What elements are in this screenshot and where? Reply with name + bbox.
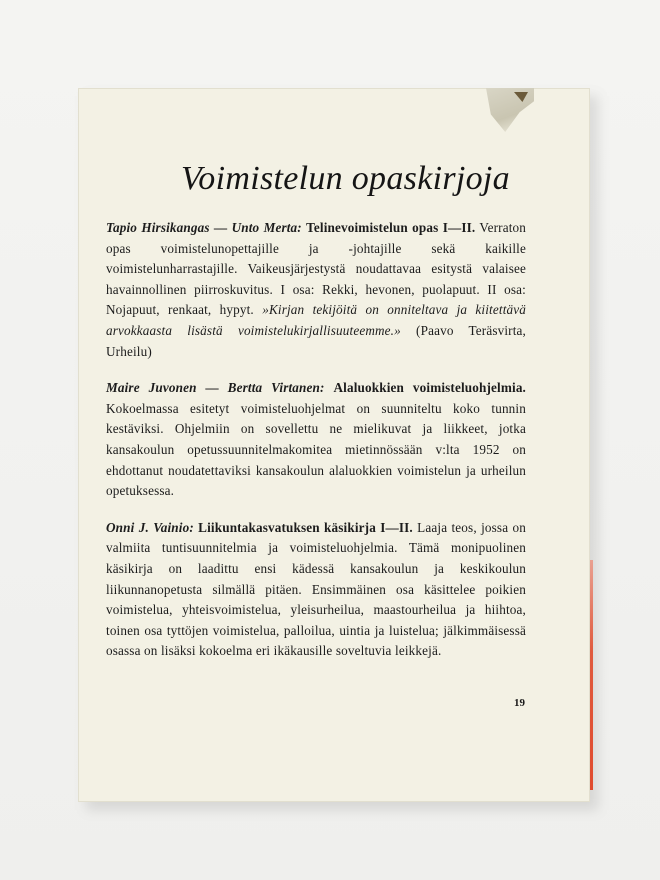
book-entry-2 [106,378,526,502]
entry-quote-source: (Paavo Teräsvirta, Urheilu) [106,322,526,359]
entry-description: Kokoelmassa esitetyt voimisteluohjelmat on suunniteltu koko tunnin kestäviksi. Ohjelmiin on sovellettu ne mielikuvat ja liikkeet, jotka kansakoulun opetussuunnitelmakomitea mietinnössään v:lta 1952 on ehdottanut noudatettaviksi kansakoulun alaluokkien voimistelun ja urheilun opetuksessa. [106,400,526,499]
entry-description: Verraton opas voimistelunopettajille ja -johtajille sekä kaikille voimistelunharrastajille. Vaikeusjärjestystä noudattavaa esitystä valaisee havainnollinen piirroskuvitus. I osa: Rekki, hevonen, puolapuut. II osa: Nojapuut, renkaat, hypyt. [106,220,527,318]
book-entry-1 [106,218,526,362]
entry-author: Onni J. Vainio: [106,519,194,535]
cover-text [106,160,526,678]
entry-author: Maire Juvonen — Bertta Virtanen: [106,380,325,396]
page-number: 19 [514,697,525,709]
entry-book-title: Telinevoimistelun opas I—II. [306,220,476,235]
entry-quote: »Kirjan tekijöitä on onniteltava ja kiitettävä arvokkaasta lisästä voimistelukirjallisuuteemme.» [106,302,526,338]
entry-author: Tapio Hirsikangas — Unto Merta: [106,220,302,235]
entry-description: Laaja teos, jossa on valmiita tuntisuunnitelmia ja voimisteluohjelmia. Tämä monipuolinen käsikirja on laadittu ensi kädessä kansakoulun ja keskikoulun liikunnanopetusta silmällä pitäen. Ensimmäinen osa käsittelee poikien voimistelua, yhteisvoimistelua, yleisurheilua, maastourheilua ja hiihtoa, toinen osa tyttöjen voimistelua, palloilua, uintia ja luistelua; jälkimmäisessä osassa on lisäksi kokoelma eri ikäkausille soveltuvia leikkejä. [106,519,526,659]
book-entry-3 [106,518,526,662]
entry-book-title: Liikuntakasvatuksen käsikirja I—II. [198,519,413,535]
page-title: Voimistelun opaskirjoja [181,160,510,197]
entry-book-title: Alaluokkien voimisteluohjelmia. [333,380,527,396]
